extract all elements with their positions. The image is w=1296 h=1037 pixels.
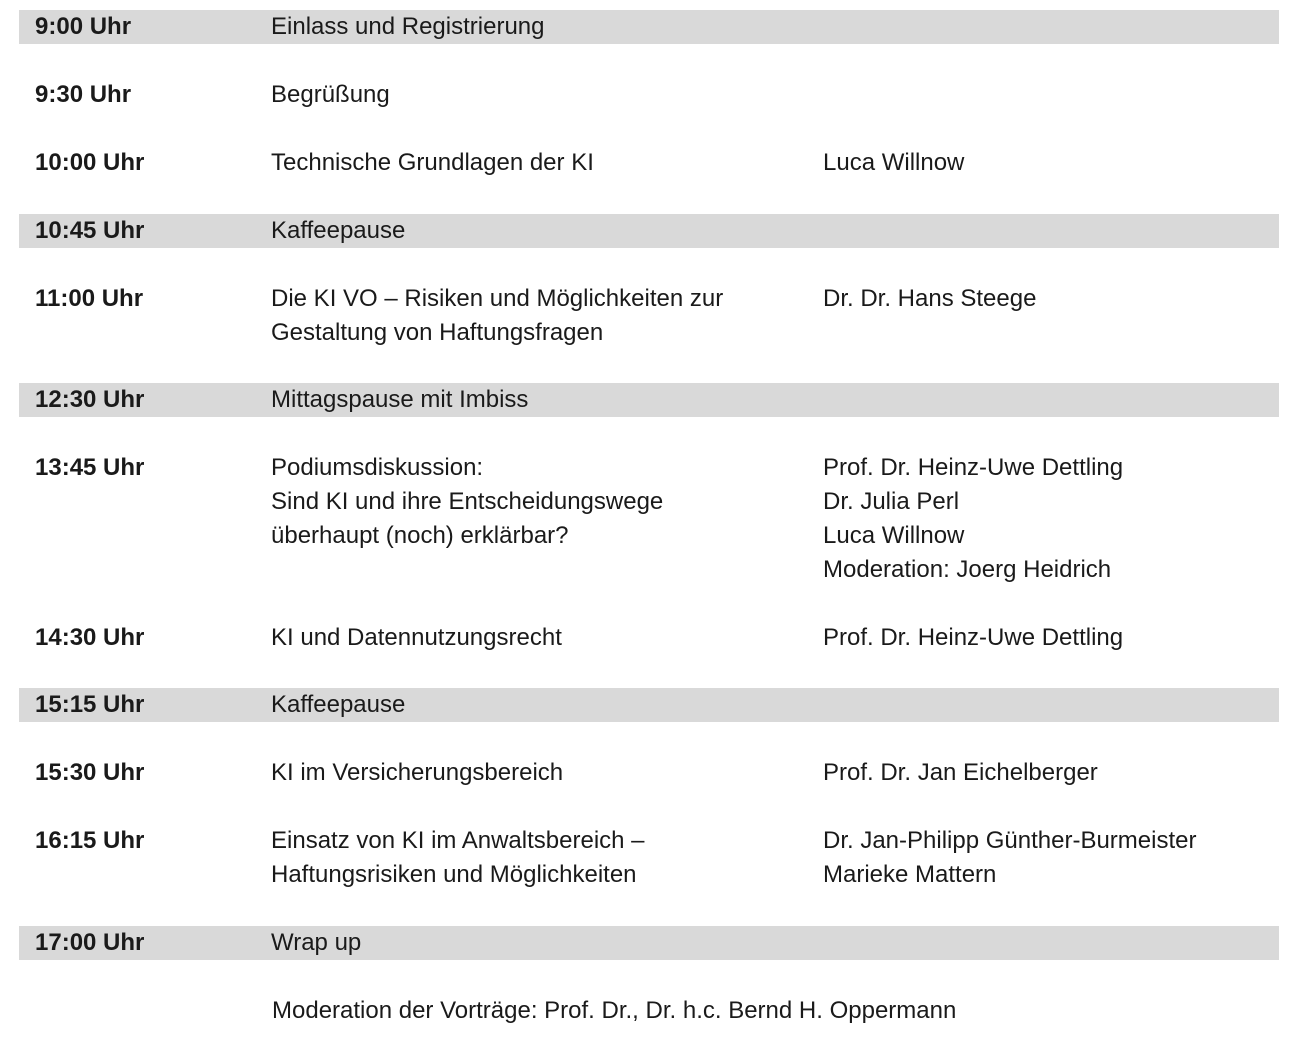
speaker-cell xyxy=(823,621,1123,655)
schedule-row xyxy=(19,214,1279,248)
topic-line: Die KI VO – Risiken und Möglichkeiten zur xyxy=(271,285,724,312)
schedule-row xyxy=(19,383,1279,417)
speaker-cell xyxy=(823,451,1123,587)
topic-cell xyxy=(271,688,405,722)
time-cell: 15:15 Uhr xyxy=(35,691,145,718)
time-cell: 13:45 Uhr xyxy=(35,454,145,481)
time-cell: 15:30 Uhr xyxy=(35,759,145,786)
speaker-cell xyxy=(823,824,1196,892)
topic-cell xyxy=(271,451,663,553)
speaker-cell xyxy=(823,146,964,180)
topic-line: Podiumsdiskussion: xyxy=(271,454,484,481)
speaker-line: Luca Willnow xyxy=(823,522,965,549)
topic-line: Begrüßung xyxy=(271,81,390,108)
topic-line: Kaffeepause xyxy=(271,691,406,718)
time-cell: 14:30 Uhr xyxy=(35,624,145,651)
schedule-row xyxy=(19,688,1279,722)
time-cell: 10:45 Uhr xyxy=(35,217,145,244)
topic-cell xyxy=(271,282,723,350)
topic-line: Haftungsrisiken und Möglichkeiten xyxy=(271,861,637,888)
topic-line: Sind KI und ihre Entscheidungswege xyxy=(271,488,664,515)
speaker-line: Prof. Dr. Heinz-Uwe Dettling xyxy=(823,454,1124,481)
topic-line: Technische Grundlagen der KI xyxy=(271,149,594,176)
time-cell: 16:15 Uhr xyxy=(35,827,145,854)
topic-cell xyxy=(271,824,645,892)
speaker-line: Marieke Mattern xyxy=(823,861,997,888)
topic-cell xyxy=(271,621,562,655)
topic-line: Einsatz von KI im Anwaltsbereich – xyxy=(271,827,645,854)
topic-cell xyxy=(271,78,390,112)
topic-line: Wrap up xyxy=(271,929,362,956)
topic-line: KI und Datennutzungsrecht xyxy=(271,624,562,651)
topic-line: Einlass und Registrierung xyxy=(271,13,545,40)
speaker-cell xyxy=(823,282,1036,316)
schedule-row xyxy=(19,10,1279,44)
topic-line: KI im Versicherungsbereich xyxy=(271,759,564,786)
speaker-line: Dr. Dr. Hans Steege xyxy=(823,285,1037,312)
topic-cell xyxy=(271,756,563,790)
time-cell: 17:00 Uhr xyxy=(35,929,145,956)
speaker-line: Prof. Dr. Jan Eichelberger xyxy=(823,759,1098,786)
time-cell: 11:00 Uhr xyxy=(35,285,144,312)
topic-line: überhaupt (noch) erklärbar? xyxy=(271,522,569,549)
topic-cell xyxy=(271,926,361,960)
speaker-line: Moderation: Joerg Heidrich xyxy=(823,556,1112,583)
topic-cell xyxy=(271,214,405,248)
topic-line: Gestaltung von Haftungsfragen xyxy=(271,319,604,346)
speaker-line: Dr. Jan-Philipp Günther-Burmeister xyxy=(823,827,1197,854)
topic-cell xyxy=(271,383,528,417)
time-cell: 9:00 Uhr xyxy=(35,13,132,40)
topic-cell xyxy=(271,146,594,180)
topic-line: Kaffeepause xyxy=(271,217,406,244)
speaker-line: Luca Willnow xyxy=(823,149,965,176)
speaker-cell xyxy=(823,756,1098,790)
speaker-line: Dr. Julia Perl xyxy=(823,488,960,515)
time-cell: 9:30 Uhr xyxy=(35,81,132,108)
moderation-note: Moderation der Vorträge: Prof. Dr., Dr. h.c. Bernd H. Oppermann xyxy=(272,997,957,1024)
topic-line: Mittagspause mit Imbiss xyxy=(271,386,529,413)
speaker-line: Prof. Dr. Heinz-Uwe Dettling xyxy=(823,624,1124,651)
schedule-row xyxy=(19,926,1279,960)
time-cell: 12:30 Uhr xyxy=(35,386,145,413)
topic-cell xyxy=(271,10,544,44)
time-cell: 10:00 Uhr xyxy=(35,149,145,176)
